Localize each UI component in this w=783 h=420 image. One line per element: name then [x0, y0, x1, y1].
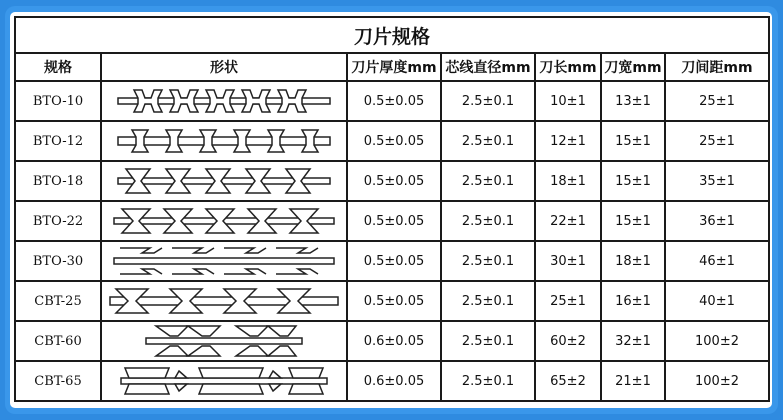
col-header-shape: 形状	[101, 53, 347, 81]
core-value: 2.5±0.1	[441, 121, 535, 161]
col-header-length: 刀长mm	[535, 53, 601, 81]
width-value: 15±1	[601, 201, 665, 241]
spec-code: CBT-65	[15, 361, 101, 401]
shape-cell	[101, 361, 347, 401]
thickness-value: 0.5±0.05	[347, 281, 441, 321]
table-row	[15, 241, 769, 281]
shape-cell	[101, 81, 347, 121]
spacing-value: 46±1	[665, 241, 769, 281]
bto12-shape-icon	[114, 126, 334, 156]
bto30-shape-icon	[112, 244, 336, 278]
table-row	[15, 161, 769, 201]
length-value: 25±1	[535, 281, 601, 321]
width-value: 16±1	[601, 281, 665, 321]
shape-cell	[101, 201, 347, 241]
shape-cell	[101, 281, 347, 321]
shape-cell	[101, 321, 347, 361]
length-value: 12±1	[535, 121, 601, 161]
thickness-value: 0.5±0.05	[347, 241, 441, 281]
thickness-value: 0.6±0.05	[347, 321, 441, 361]
width-value: 32±1	[601, 321, 665, 361]
spacing-value: 36±1	[665, 201, 769, 241]
length-value: 60±2	[535, 321, 601, 361]
core-value: 2.5±0.1	[441, 81, 535, 121]
length-value: 22±1	[535, 201, 601, 241]
core-value: 2.5±0.1	[441, 241, 535, 281]
bto22-shape-icon	[112, 206, 336, 236]
table-row	[15, 121, 769, 161]
cbt65-shape-icon	[119, 365, 329, 397]
bto18-shape-icon	[114, 166, 334, 196]
core-value: 2.5±0.1	[441, 281, 535, 321]
thickness-value: 0.5±0.05	[347, 161, 441, 201]
width-value: 21±1	[601, 361, 665, 401]
length-value: 10±1	[535, 81, 601, 121]
table-row	[15, 281, 769, 321]
thickness-value: 0.5±0.05	[347, 81, 441, 121]
shape-cell	[101, 121, 347, 161]
col-header-spacing: 刀间距mm	[665, 53, 769, 81]
length-value: 18±1	[535, 161, 601, 201]
spec-code: BTO-12	[15, 121, 101, 161]
col-header-width: 刀宽mm	[601, 53, 665, 81]
width-value: 13±1	[601, 81, 665, 121]
shape-cell	[101, 241, 347, 281]
header-row	[15, 53, 769, 81]
thickness-value: 0.5±0.05	[347, 121, 441, 161]
spacing-value: 25±1	[665, 81, 769, 121]
spacing-value: 100±2	[665, 361, 769, 401]
col-header-core: 芯线直径mm	[441, 53, 535, 81]
spacing-value: 40±1	[665, 281, 769, 321]
spacing-value: 100±2	[665, 321, 769, 361]
spec-code: BTO-18	[15, 161, 101, 201]
blade-spec-table	[14, 16, 770, 402]
spec-code: CBT-25	[15, 281, 101, 321]
core-value: 2.5±0.1	[441, 321, 535, 361]
spec-code: CBT-60	[15, 321, 101, 361]
table-row	[15, 81, 769, 121]
col-header-code: 规格	[15, 53, 101, 81]
spec-code: BTO-10	[15, 81, 101, 121]
table-row	[15, 201, 769, 241]
spec-code: BTO-30	[15, 241, 101, 281]
table-title: 刀片规格	[15, 17, 769, 53]
table-row	[15, 321, 769, 361]
cbt60-shape-icon	[144, 324, 304, 358]
thickness-value: 0.6±0.05	[347, 361, 441, 401]
spec-code: BTO-22	[15, 201, 101, 241]
length-value: 30±1	[535, 241, 601, 281]
width-value: 15±1	[601, 121, 665, 161]
cbt25-shape-icon	[108, 286, 340, 316]
width-value: 18±1	[601, 241, 665, 281]
core-value: 2.5±0.1	[441, 201, 535, 241]
shape-cell	[101, 161, 347, 201]
length-value: 65±2	[535, 361, 601, 401]
spacing-value: 35±1	[665, 161, 769, 201]
thickness-value: 0.5±0.05	[347, 201, 441, 241]
width-value: 15±1	[601, 161, 665, 201]
bto10-shape-icon	[114, 86, 334, 116]
spacing-value: 25±1	[665, 121, 769, 161]
core-value: 2.5±0.1	[441, 161, 535, 201]
table-row	[15, 361, 769, 401]
core-value: 2.5±0.1	[441, 361, 535, 401]
col-header-thickness: 刀片厚度mm	[347, 53, 441, 81]
